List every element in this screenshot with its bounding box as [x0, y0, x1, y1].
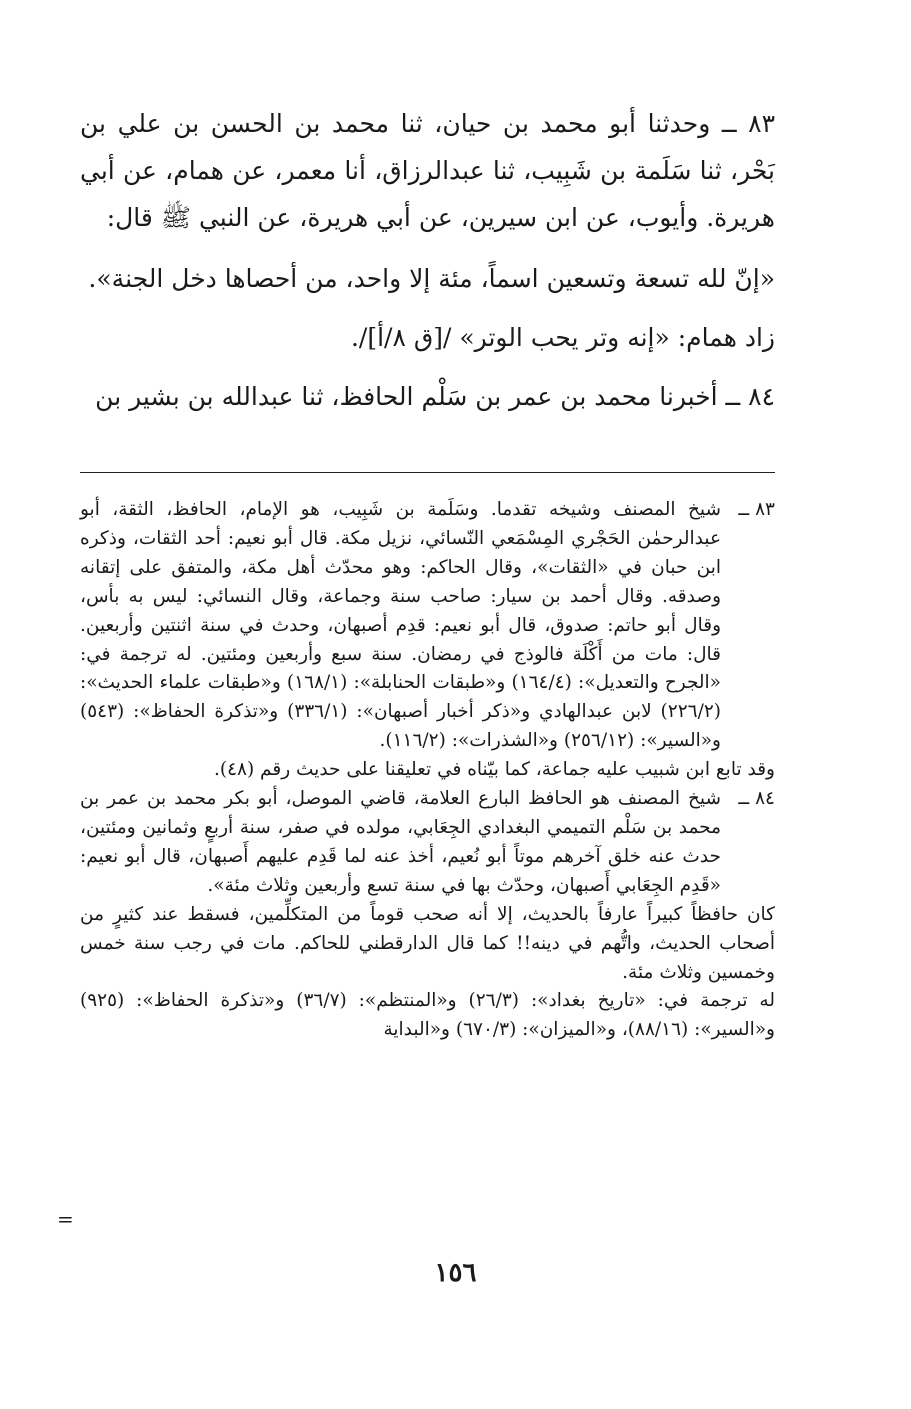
- footnote-84: [80, 785, 775, 901]
- footnotes: [80, 496, 775, 1045]
- hadith-83-matn: «إنّ لله تسعة وتسعين اسماً، مئة إلا واحد، من أحصاها دخل الجنة».: [88, 264, 775, 293]
- footnote-83-text: شيخ المصنف وشيخه تقدما. وسَلَمة بن شَبِيب، هو الإمام، الحافظ، الثقة، أبو عبدالرحمٰن الحَجْري المِسْمَعي النّسائي، نزيل مكة. قال أبو نعيم: أحد الثقات، وذكره ابن حبان في «الثقات»، وقال الحاكم: وهو محدّث أهل مكة، والمتفق على إتقانه وصدقه. وقال أحمد بن سيار: صاحب سنة وجماعة، وقال النسائي: ليس به بأس، وقال أبو حاتم: صدوق، قال أبو نعيم: قدِم أصبهان، وحدث في سنة اثنتين وأربعين. قال: مات من أَكْلَة فالوذج في رمضان. سنة سبع وأربعين ومئتين. له ترجمة في: «الجرح والتعديل»: (١٦٤/٤) و«طبقات الحنابلة»: (١٦٨/١) و«طبقات علماء الحديث»: (٢٢٦/٢) لابن عبدالهادي و«ذكر أخبار أصبهان»: (٣٣٦/١) و«تذكرة الحفاظ»: (٥٤٣) و«السير»: (٢٥٦/١٢) و«الشذرات»: (١١٦/٢).: [80, 499, 721, 752]
- footnote-84-number: ٨٤ ــ: [738, 788, 775, 810]
- footnote-83-number: ٨٣ ــ: [738, 499, 775, 520]
- footnote-84-text: شيخ المصنف هو الحافظ البارع العلامة، قاضي الموصل، أبو بكر محمد بن عمر بن محمد بن سَلْم التميمي البغدادي الجِعَابي، مولده في صفر، سنة أربعٍ وثمانين ومئتين، حدث عنه خلق آخرهم موتاً أبو نُعيم، أخذ عنه لما قَدِم عليهم أَصبهان، قال أبو نعيم: «قَدِم الجِعَابي أَصبهان، وحدّث بها في سنة تسع وأربعين وثلاث مئة».: [80, 788, 721, 896]
- main-text: [80, 100, 775, 434]
- page-number: ١٥٦: [434, 1258, 477, 1288]
- footnote-83-followup: وقد تابع ابن شبيب عليه جماعة، كما بيّناه في تعليقنا على حديث رقم (٤٨).: [213, 759, 775, 781]
- hadith-84-isnad: ٨٤ ــ أخبرنا محمد بن عمر بن سَلْم الحافظ، ثنا عبدالله بن بشير بن: [95, 382, 775, 411]
- footnote-84-biographies: له ترجمة في: «تاريخ بغداد»: (٢٦/٣) و«المنتظم»: (٣٦/٧) و«تذكرة الحفاظ»: (٩٢٥) و«السير»: (٨٨/١٦)، و«الميزان»: (٦٧٠/٣) و«البداية: [80, 990, 775, 1041]
- continuation-mark: =: [57, 1207, 74, 1231]
- footnote-83: [80, 496, 775, 756]
- hadith-83-isnad: ٨٣ ــ وحدثنا أبو محمد بن حيان، ثنا محمد بن الحسن بن علي بن بَحْر، ثنا سَلَمة بن شَبِيب، ثنا عبدالرزاق، أنا معمر، عن همام، عن أبي هريرة. وأيوب، عن ابن سيرين، عن أبي هريرة، عن النبي ﷺ قال:: [80, 109, 775, 232]
- footnote-84-status: كان حافظاً كبيراً عارفاً بالحديث، إلا أنه صحب قوماً من المتكلِّمين، فسقط عند كثيرٍ من أصحاب الحديث، واتُّهم في دينه!! كما قال الدارقطني للحاكم. مات في رجب سنة خمس وخمسين وثلاث مئة.: [80, 903, 775, 983]
- footnote-divider: [80, 472, 775, 473]
- hadith-83-addition: زاد همام: «إنه وتر يحب الوتر» /[ق ٨/أ]/.: [350, 323, 775, 352]
